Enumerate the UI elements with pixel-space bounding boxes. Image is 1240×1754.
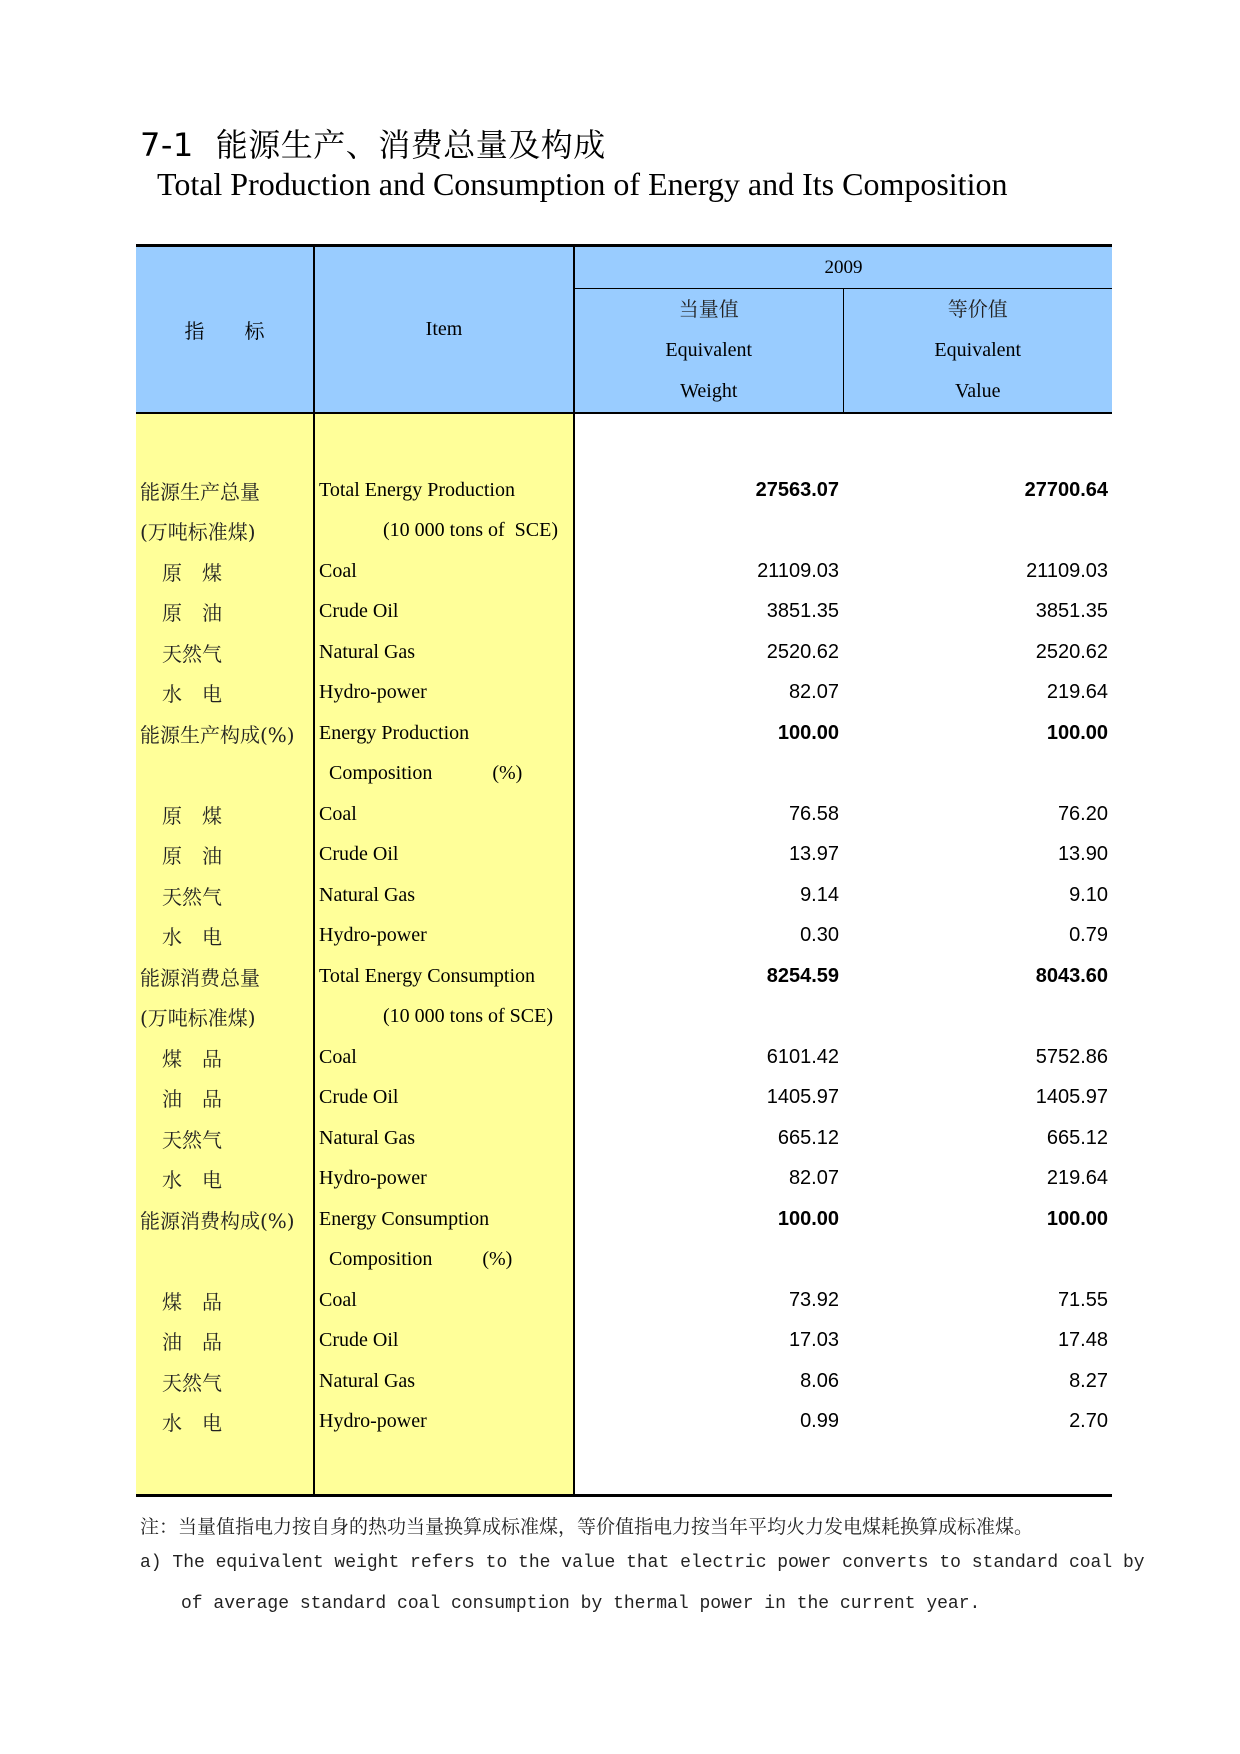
row-equivalent-weight: 2520.62 bbox=[766, 640, 839, 663]
header-col2-cn: 等价值 bbox=[947, 297, 1008, 321]
row-equivalent-weight: 82.07 bbox=[788, 681, 839, 704]
row-equivalent-weight bbox=[574, 754, 843, 795]
row-item-en: Coal bbox=[314, 551, 574, 592]
header-col2-en1: Equivalent bbox=[934, 339, 1022, 361]
row-equivalent-value bbox=[843, 997, 1112, 1038]
row-item-en: Coal bbox=[314, 1037, 574, 1078]
row-equivalent-value: 76.20 bbox=[1057, 802, 1108, 825]
row-equivalent-value: 2520.62 bbox=[1035, 640, 1108, 663]
row-equivalent-weight: 9.14 bbox=[800, 883, 839, 906]
table-row bbox=[136, 1037, 1112, 1078]
table-row bbox=[136, 632, 1112, 673]
row-equivalent-value: 27700.64 bbox=[1024, 478, 1108, 501]
table-row bbox=[136, 1280, 1112, 1321]
row-equivalent-value bbox=[843, 754, 1112, 795]
note-en-line1: a) The equivalent weight refers to the value that electric power converts to standard coal by bbox=[140, 1553, 1145, 1573]
row-indicator-cn: (万吨标准煤) bbox=[136, 511, 314, 552]
note-en-line2: of average standard coal consumption by thermal power in the current year. bbox=[181, 1594, 981, 1614]
row-indicator-cn: 原 煤 bbox=[136, 551, 314, 592]
header-col1-en1: Equivalent bbox=[665, 339, 753, 361]
header-col2-en2: Value bbox=[954, 380, 1001, 402]
table-row bbox=[136, 673, 1112, 714]
header-item-en: Item bbox=[314, 246, 574, 414]
row-item-en: Natural Gas bbox=[314, 632, 574, 673]
row-equivalent-value: 21109.03 bbox=[1026, 559, 1108, 582]
table-row bbox=[136, 470, 1112, 511]
row-equivalent-weight: 8254.59 bbox=[766, 964, 839, 987]
row-indicator-cn: 水 电 bbox=[136, 673, 314, 714]
row-indicator-cn: 能源生产总量 bbox=[136, 470, 314, 511]
row-equivalent-value: 8.27 bbox=[1069, 1369, 1108, 1392]
row-indicator-cn: 能源消费构成(%) bbox=[136, 1199, 314, 1240]
row-equivalent-weight: 0.30 bbox=[800, 924, 839, 947]
table-title-cn bbox=[140, 120, 606, 166]
header-year: 2009 bbox=[574, 246, 1112, 289]
row-equivalent-value: 219.64 bbox=[1046, 681, 1108, 704]
row-indicator-cn: 油 品 bbox=[136, 1078, 314, 1119]
row-item-en: Coal bbox=[314, 1280, 574, 1321]
row-item-en: Composition (%) bbox=[314, 754, 574, 795]
row-indicator-cn: 原 油 bbox=[136, 592, 314, 633]
table-spacer-bottom bbox=[136, 1442, 1112, 1496]
row-equivalent-weight: 82.07 bbox=[788, 1167, 839, 1190]
row-indicator-cn: 水 电 bbox=[136, 1159, 314, 1200]
table-row bbox=[136, 956, 1112, 997]
row-equivalent-weight: 76.58 bbox=[788, 802, 839, 825]
row-indicator-cn: 煤 品 bbox=[136, 1037, 314, 1078]
row-item-en: Crude Oil bbox=[314, 592, 574, 633]
row-item-en: Hydro-power bbox=[314, 673, 574, 714]
row-equivalent-value: 100.00 bbox=[1046, 1207, 1108, 1230]
table-spacer-top bbox=[136, 413, 1112, 470]
row-item-en: Composition (%) bbox=[314, 1240, 574, 1281]
header-equivalent-value bbox=[843, 289, 1112, 414]
row-equivalent-weight: 21109.03 bbox=[757, 559, 839, 582]
table-row bbox=[136, 592, 1112, 633]
row-item-en: Natural Gas bbox=[314, 875, 574, 916]
row-indicator-cn: 能源消费总量 bbox=[136, 956, 314, 997]
row-item-en: Natural Gas bbox=[314, 1361, 574, 1402]
row-equivalent-value: 1405.97 bbox=[1035, 1086, 1108, 1109]
row-indicator-cn: 原 油 bbox=[136, 835, 314, 876]
row-equivalent-value: 2.70 bbox=[1069, 1410, 1108, 1433]
table-number: 7-1 bbox=[140, 126, 194, 164]
row-item-en: Crude Oil bbox=[314, 1321, 574, 1362]
table-row bbox=[136, 997, 1112, 1038]
table-title-cn-text: 能源生产、消费总量及构成 bbox=[215, 126, 606, 164]
row-indicator-cn bbox=[136, 1240, 314, 1281]
note-cn: 注：当量值指电力按自身的热功当量换算成标准煤，等价值指电力按当年平均火力发电煤耗换算成标准煤。 bbox=[140, 1516, 1034, 1538]
row-item-en: Hydro-power bbox=[314, 1402, 574, 1443]
row-equivalent-value: 219.64 bbox=[1046, 1167, 1108, 1190]
row-equivalent-weight: 665.12 bbox=[777, 1126, 839, 1149]
row-item-en: Crude Oil bbox=[314, 835, 574, 876]
row-item-en: (10 000 tons of SCE) bbox=[314, 997, 574, 1038]
row-item-en: Energy Production bbox=[314, 713, 574, 754]
row-equivalent-value: 71.55 bbox=[1057, 1288, 1108, 1311]
row-indicator-cn: 天然气 bbox=[136, 1361, 314, 1402]
row-equivalent-weight: 3851.35 bbox=[766, 600, 839, 623]
table-row bbox=[136, 1118, 1112, 1159]
row-item-en: Energy Consumption bbox=[314, 1199, 574, 1240]
row-indicator-cn: 油 品 bbox=[136, 1321, 314, 1362]
energy-table bbox=[136, 244, 1112, 1497]
table-row bbox=[136, 1402, 1112, 1443]
row-equivalent-value: 13.90 bbox=[1057, 843, 1108, 866]
row-equivalent-value: 3851.35 bbox=[1035, 600, 1108, 623]
row-equivalent-value: 17.48 bbox=[1057, 1329, 1108, 1352]
header-col1-en2: Weight bbox=[680, 380, 738, 402]
header-col1-cn: 当量值 bbox=[678, 297, 739, 321]
row-equivalent-weight: 8.06 bbox=[800, 1369, 839, 1392]
row-indicator-cn: 天然气 bbox=[136, 1118, 314, 1159]
table-row bbox=[136, 754, 1112, 795]
row-indicator-cn: 水 电 bbox=[136, 1402, 314, 1443]
row-item-en: Natural Gas bbox=[314, 1118, 574, 1159]
row-equivalent-weight: 6101.42 bbox=[766, 1045, 839, 1068]
row-item-en: Total Energy Consumption bbox=[314, 956, 574, 997]
table-row bbox=[136, 1321, 1112, 1362]
table-row bbox=[136, 713, 1112, 754]
row-equivalent-weight: 1405.97 bbox=[766, 1086, 839, 1109]
row-indicator-cn: 煤 品 bbox=[136, 1280, 314, 1321]
table-row bbox=[136, 551, 1112, 592]
row-indicator-cn: 水 电 bbox=[136, 916, 314, 957]
row-equivalent-value: 5752.86 bbox=[1035, 1045, 1108, 1068]
row-indicator-cn: 原 煤 bbox=[136, 794, 314, 835]
table-row bbox=[136, 1078, 1112, 1119]
row-indicator-cn: 天然气 bbox=[136, 632, 314, 673]
row-indicator-cn: 能源生产构成(%) bbox=[136, 713, 314, 754]
header-equivalent-weight bbox=[574, 289, 843, 414]
row-equivalent-value: 100.00 bbox=[1046, 721, 1108, 744]
row-item-en: Crude Oil bbox=[314, 1078, 574, 1119]
row-item-en: Hydro-power bbox=[314, 916, 574, 957]
row-equivalent-weight: 100.00 bbox=[777, 721, 839, 744]
row-indicator-cn: 天然气 bbox=[136, 875, 314, 916]
table-row bbox=[136, 794, 1112, 835]
row-item-en: (10 000 tons of SCE) bbox=[314, 511, 574, 552]
row-indicator-cn bbox=[136, 754, 314, 795]
row-item-en: Hydro-power bbox=[314, 1159, 574, 1200]
row-equivalent-weight bbox=[574, 1240, 843, 1281]
table-row bbox=[136, 1361, 1112, 1402]
row-item-en: Total Energy Production bbox=[314, 470, 574, 511]
table-row bbox=[136, 1240, 1112, 1281]
row-item-en: Coal bbox=[314, 794, 574, 835]
row-equivalent-weight bbox=[574, 511, 843, 552]
header-indicator-cn: 指 标 bbox=[136, 246, 314, 414]
row-equivalent-weight: 13.97 bbox=[788, 843, 839, 866]
row-equivalent-weight: 27563.07 bbox=[755, 478, 839, 501]
row-equivalent-weight: 0.99 bbox=[800, 1410, 839, 1433]
table-row bbox=[136, 1199, 1112, 1240]
row-equivalent-value bbox=[843, 1240, 1112, 1281]
row-equivalent-weight: 100.00 bbox=[777, 1207, 839, 1230]
row-equivalent-value bbox=[843, 511, 1112, 552]
row-equivalent-weight bbox=[574, 997, 843, 1038]
row-equivalent-weight: 73.92 bbox=[788, 1288, 839, 1311]
table-row bbox=[136, 916, 1112, 957]
row-equivalent-value: 9.10 bbox=[1069, 883, 1108, 906]
table-row bbox=[136, 835, 1112, 876]
row-equivalent-value: 8043.60 bbox=[1035, 964, 1108, 987]
table-row bbox=[136, 1159, 1112, 1200]
table-row bbox=[136, 511, 1112, 552]
row-equivalent-value: 665.12 bbox=[1046, 1126, 1108, 1149]
row-equivalent-weight: 17.03 bbox=[788, 1329, 839, 1352]
row-equivalent-value: 0.79 bbox=[1069, 924, 1108, 947]
row-indicator-cn: (万吨标准煤) bbox=[136, 997, 314, 1038]
table-row bbox=[136, 875, 1112, 916]
table-title-en: Total Production and Consumption of Energy and Its Composition bbox=[157, 166, 1008, 202]
